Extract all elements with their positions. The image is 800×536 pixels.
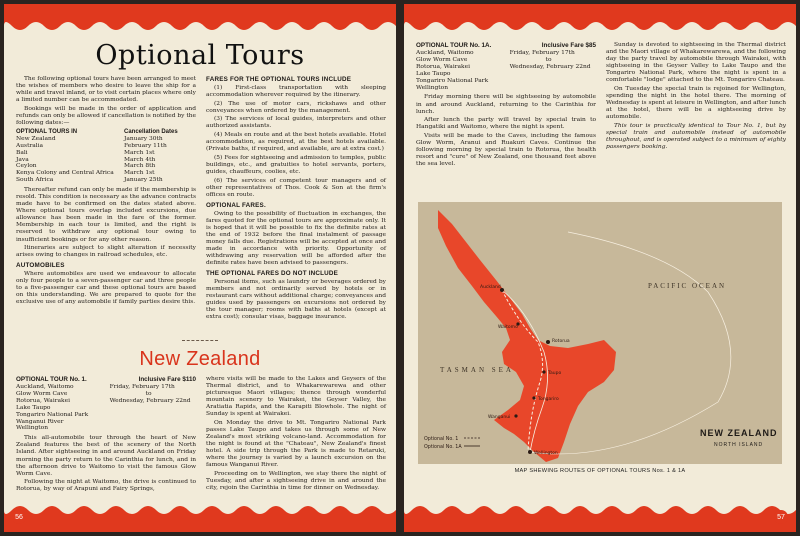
region-title: NEW ZEALAND (700, 428, 778, 438)
not-include-heading: THE OPTIONAL FARES DO NOT INCLUDE (206, 270, 339, 278)
fare-item: (4) Meals en route and at the best hotels available. Hotel accommodation, as required, at the best hotels available. (Private baths, if required, and available, are at extra cost.) (206, 132, 386, 153)
town-dot-wanganui (514, 414, 517, 417)
town-dot-wellington (528, 450, 532, 454)
terms-paragraph: Thereafter refund can only be made if the membership is resold. This condition is necessary as the advance contracts made have to be confirmed on the dates stated above. Where optional tours overlap included excursions, due allowance has been made in the fare of the former. Membership in each tour is limited, and the right is reserved to withdraw any optional tour owing to insufficient bookings or for any other reason. (16, 187, 196, 243)
table-row: Ceylon March 8th (16, 163, 156, 170)
section-title-new-zealand: New Zealand (139, 348, 261, 370)
town-label: Taupo (548, 371, 562, 376)
tour-1-itinerary: Auckland, Waitomo Glow Worm Cave Rotorua, Wairakei Lake Taupo Tongariro National Park Wanganui River Wellington Friday, February 17th to Wednesday, February 22nd (16, 384, 191, 432)
tour-1a-itinerary: Auckland, Waitomo Glow Worm Cave Rotorua, Wairakei Lake Taupo Tongariro National Park Wellington Friday, February 17th to Wednesday, February 22nd (416, 50, 591, 91)
tour-1a-column (416, 42, 596, 170)
town-label: Waitomo (498, 325, 518, 330)
north-island-map (418, 202, 782, 464)
tour-1-paragraph: Following the night at Waitomo, the drive is continued to Rotorua, by way of Arapuni and Fairy Springs, (16, 479, 196, 493)
top-wave-border (404, 4, 796, 34)
terms-paragraph: Itineraries are subject to slight alteration if necessity arises owing to changes in railroad schedules, etc. (16, 245, 196, 259)
fare-item: (1) First-class transportation with sleeping accommodation wherever required by the itinerary. (206, 85, 386, 99)
page-number: 56 (12, 510, 26, 524)
optional-fares-heading: OPTIONAL FARES. (206, 201, 266, 209)
town-label: Rotorua (552, 339, 570, 344)
tour-1a-paragraph: Visits will be made to the Caves, including the famous Glow Worm, Aranui and Ruakuri Caves. Continue the following morning by special train to Rotorua, the health resort and "cure" of New Zealand, one thousand feet above the sea level. (416, 132, 596, 168)
left-page (4, 4, 396, 532)
page-number: 57 (774, 510, 788, 524)
intro-column (16, 76, 196, 308)
tour-1-paragraph: Proceeding on to Wellington, we stay there the night of Tuesday, and after a sightseeing drive in and around the city, rejoin the Carinthia in time for dinner on Wednesday. (206, 470, 386, 491)
automobiles-paragraph: Where automobiles are used we endeavour to allocate only four people to a seven-passenger car and three people to a five-passenger car and these optional tours are based on this understanding. We are prepared to quote for the exclusive use of any automobile if family parties desire this. (16, 271, 196, 306)
right-page (404, 4, 796, 532)
table-row: New Zealand January 30th (16, 135, 163, 142)
not-include-paragraph: Personal items, such as laundry or beverages ordered by members and not ordinarily served by hotels or in restaurant cars without additional charge; conveyances and guides used by passengers on excursions not ordered by the tour manager; rooms with baths at hotels (except at extra cost); consular visas, baggage insurance. (206, 279, 386, 321)
top-wave-border (4, 4, 396, 34)
tour-1-continued-column (206, 376, 386, 494)
tour-1a-paragraph: On Tuesday the special train is rejoined for Wellington, spending the night in the hotel there. The morning of Wednesday is spent at leisure in Wellington, and after lunch at the hotel, there will be a sightseeing drive by automobile. (606, 85, 786, 121)
tour-1a-paragraph: After lunch the party will travel by special train to Hangatiki and Waitomo, where the night is spent. (416, 117, 596, 131)
tour-1a-note: This tour is practically identical to Tour No. 1, but by special train and automobile instead of automobile throughout, and is operated subject to a minimum of eighty passengers booking. (606, 122, 786, 150)
table-row: Java March 4th (16, 156, 156, 163)
table-header: OPTIONAL TOURS IN Cancellation Dates (16, 128, 178, 135)
map-graphic (418, 202, 782, 464)
fare-item: (5) Fees for sightseeing and admission to temples, public buildings, etc., and gratuities to hotel servants, porters, guides, chauffeurs, coolies, etc. (206, 154, 386, 175)
tour-1-paragraph: where visits will be made to the Lakes and Geysers of the Thermal district, and to Whakarewarewa and other picturesque Maori villages; thence through wonderful mountain scenery to Wairakei, the Geyser Valley, the Aratiatia Rapids, and the Karapiti Blowhole. The night of Sunday is spent at Wairakei. (206, 376, 386, 418)
region-subtitle: NORTH ISLAND (714, 442, 764, 448)
town-label: Wanganui (488, 415, 511, 420)
optional-fares-paragraph: Owing to the possibility of fluctuation in exchanges, the fares quoted for the optional tours are approximate only. It is hoped that it will be possible to fix the definite rates at the end of 1932 before the final instalment of passage money falls due. Registrations will be accepted at once and made in accordance with priority. Opportunity of withdrawing any reservation will be afforded after the definite rates have been advised to passengers. (206, 210, 386, 267)
ocean-label: PACIFIC OCEAN (648, 282, 727, 290)
cancellation-table (16, 129, 196, 184)
tour-1-paragraph: On Monday the drive to Mt. Tongariro National Park passes Lake Taupo and takes us through some of New Zealand's most striking volcano-land. Accommodation for the night is found at the "Chateau", New Zealand's finest hotel. A side trip through the Park is made to Retaruki, where the journey is varied by a launch excursion on the famous Wanganui River. (206, 419, 386, 469)
section-divider (182, 340, 218, 343)
town-dot-taupo (542, 370, 545, 373)
legend-label-1: Optional No. 1 (424, 437, 459, 442)
fares-column (206, 76, 386, 323)
fare-item: (3) The services of local guides, interpreters and other authorized assistants. (206, 116, 386, 130)
town-label: Tongariro (538, 397, 559, 402)
map-caption: MAP SHEWING ROUTES OF OPTIONAL TOURS Nos. 1 & 1A (514, 468, 686, 474)
intro-paragraph: Bookings will be made in the order of application and refunds can only be allowed if cancellation is notified by the following dates:— (16, 105, 196, 126)
town-label: Wellington (534, 451, 558, 456)
legend-label-1a: Optional No. 1A (424, 445, 462, 450)
tour-1-header: OPTIONAL TOUR No. 1. Inclusive Fare $110 (16, 376, 196, 383)
town-label: Auckland (480, 285, 501, 290)
tour-1-paragraph: This all-automobile tour through the heart of New Zealand features the best of the scenery of the North Island. After sightseeing in and around Auckland on Friday morning the party return to the Carinthia for lunch, and in the afternoon drive to Waitomo to visit the famous Glow Worm Cave. (16, 435, 196, 477)
fare-item: (6) The services of competent tour managers and of other representatives of Thos. Cook & Son at the firm's offices en route. (206, 177, 386, 198)
table-row: Australia February 11th (16, 142, 167, 149)
page-title: Optional Tours (95, 40, 305, 71)
bottom-wave-border (404, 502, 796, 532)
fares-heading: FARES FOR THE OPTIONAL TOURS INCLUDE (206, 76, 352, 83)
tour-1a-paragraph: Sunday is devoted to sightseeing in the Thermal district and the Maori village of Whakarewarewa, and the following day the party travel by automobile through Wairakei, with sightseeing in the Geyser Valley to Lake Taupo and the Tongariro National Park, where the night is spent in a comfortable "lodge" attached to the Mt. Tongariro Chateau. (606, 42, 786, 84)
intro-paragraph: The following optional tours have been arranged to meet the wishes of members who desire to leave the ship for a while and travel inland, or to visit certain places where only a limited number can be accommodated. (16, 76, 196, 104)
tour-1a-continued-column (606, 42, 786, 152)
table-row: South Africa January 25th (16, 177, 163, 184)
table-row: Bali March 1st (16, 149, 155, 156)
fare-item: (2) The use of motor cars, rickshaws and other conveyances when ordered by the management. (206, 100, 386, 114)
town-dot-tongariro (532, 396, 535, 399)
tour-1a-paragraph: Friday morning there will be sightseeing by automobile in and around Auckland, returning to the Carinthia for lunch. (416, 94, 596, 115)
table-row: Kenya Colony and Central Africa March 1st (16, 170, 155, 177)
town-dot-rotorua (546, 340, 550, 344)
tour-1-column (16, 376, 196, 495)
bottom-wave-border (4, 502, 396, 532)
automobiles-heading: AUTOMOBILES (16, 262, 65, 270)
tour-1a-header: OPTIONAL TOUR No. 1A. Inclusive Fare $85 (416, 42, 596, 49)
sea-label: TASMAN SEA (440, 366, 514, 374)
